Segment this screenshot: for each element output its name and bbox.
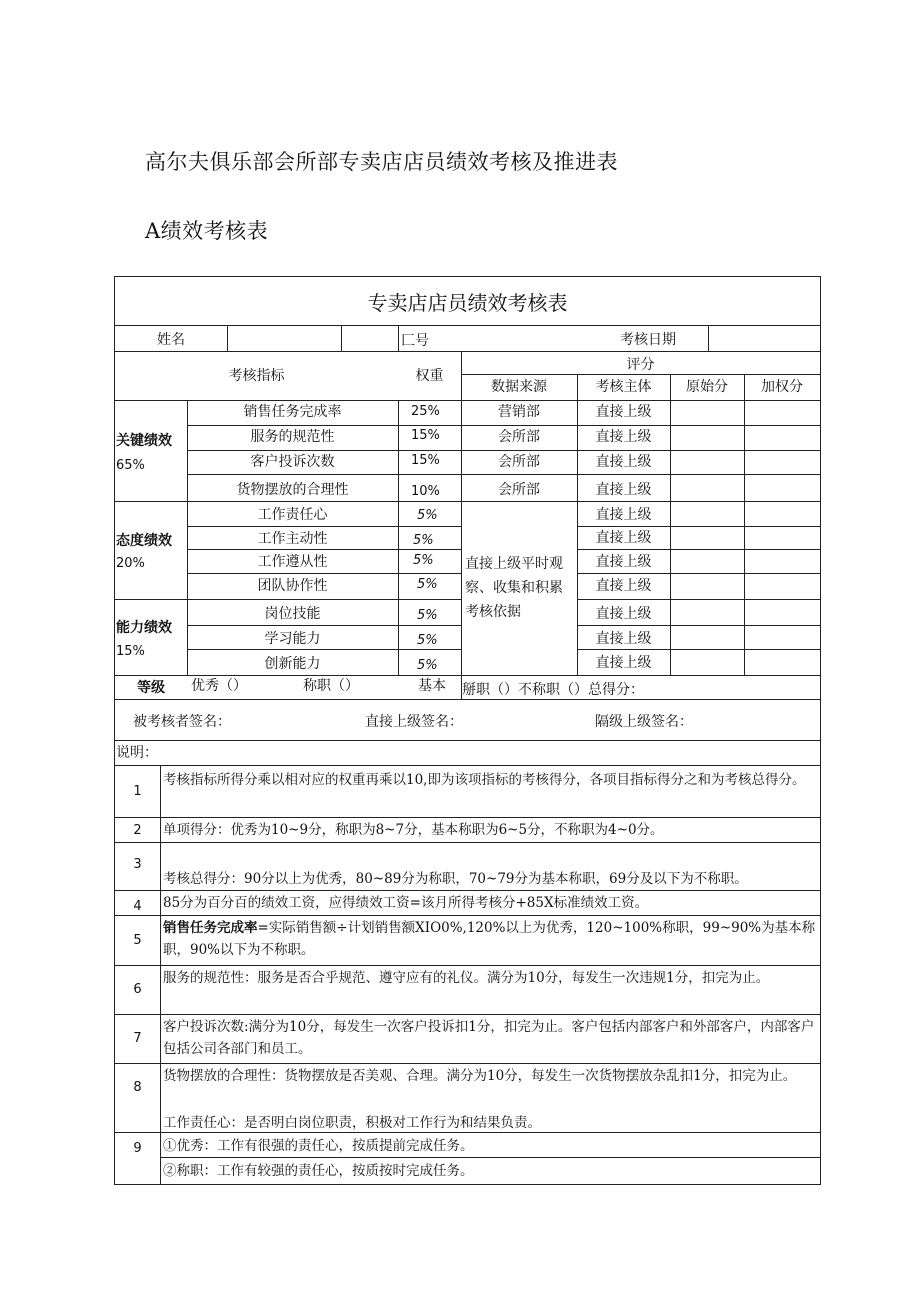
note-text: 85分为百分百的绩效工资，应得绩效工资=该月所得考核分+85X标准绩效工资。 (163, 895, 649, 911)
employee-id-label: 匚号 (401, 333, 429, 349)
row-weight: 15% (411, 453, 440, 468)
row-item: 团队协作性 (257, 578, 328, 594)
row-assessor: 直接上级 (595, 530, 652, 546)
row-assessor: 直接上级 (595, 429, 652, 445)
row-weight: 5% (413, 533, 434, 548)
note-text: 客户投诉次数:满分为10分，每发生一次客户投诉扣1分，扣完为止。客户包括内部客户和外部客户，内部客户包括公司各部门和员工。 (163, 1019, 815, 1057)
upper-supervisor-signature[interactable]: 隔级上级签名： (595, 714, 693, 730)
note-number: 9 (133, 1141, 142, 1156)
group-key-performance: 关键绩效 (116, 433, 172, 449)
col-weighted-score: 加权分 (761, 379, 803, 395)
note-number: 8 (133, 1080, 142, 1095)
note-number: 7 (133, 1031, 142, 1046)
col-weight: 权重 (415, 368, 444, 384)
row-item: 工作责任心 (257, 507, 328, 523)
note-body: =实际销售额÷计划销售额XIO0%,120%以上为优秀，120~100%称职，99~90%为基本称职，90%以下为不称职。 (163, 920, 816, 958)
form-title: 专卖店店员绩效考核表 (367, 291, 568, 315)
note-text: 货物摆放的合理性：货物摆放是否美观、合理。满分为10分，每发生一次货物摆放杂乱扣1分，扣完为止。 (163, 1068, 797, 1084)
row-assessor: 直接上级 (595, 482, 652, 498)
grade-basic: 基本 (418, 678, 446, 694)
col-indicator: 考核指标 (228, 368, 285, 384)
row-assessor: 直接上级 (595, 606, 652, 622)
group-attitude-weight: 20% (116, 556, 145, 571)
note-line: ①优秀：工作有很强的责任心，按质提前完成任务。 (163, 1138, 474, 1154)
row-item: 学习能力 (264, 631, 321, 647)
row-item: 岗位技能 (264, 606, 321, 622)
row-item: 创新能力 (264, 656, 321, 672)
weighted-score-cells[interactable] (745, 401, 819, 674)
row-weight: 25% (411, 404, 440, 419)
grade-rest[interactable]: 掰职（）不称职（）总得分： (462, 682, 644, 698)
note-lead: 销售任务完成率 (163, 920, 258, 936)
note-number: 3 (133, 857, 142, 872)
assessment-form (114, 276, 821, 1185)
note-number: 1 (133, 784, 142, 799)
row-assessor: 直接上级 (595, 554, 652, 570)
row-assessor: 直接上级 (595, 631, 652, 647)
row-item: 服务的规范性 (250, 429, 335, 445)
row-item: 货物摆放的合理性 (236, 482, 349, 498)
note-text: 服务的规范性：服务是否合乎规范、遵守应有的礼仪。满分为10分，每发生一次违规1分，扣完为止。 (163, 970, 770, 986)
row-assessor: 直接上级 (595, 454, 652, 470)
assessment-date-label: 考核日期 (620, 332, 676, 348)
row-weight: 5% (417, 608, 438, 623)
note-text (163, 917, 818, 961)
row-assessor: 直接上级 (595, 655, 652, 671)
group-key-weight: 65% (116, 458, 145, 473)
note-number: 6 (133, 982, 142, 997)
row-weight: 5% (417, 508, 438, 523)
row-assessor: 直接上级 (595, 507, 652, 523)
name-field[interactable] (228, 326, 340, 350)
grade-competent[interactable]: 称职（） (303, 678, 359, 694)
note-text: 单项得分：优秀为10~9分，称职为8~7分，基本称职为6~5分，不称职为4~0分。 (163, 822, 664, 838)
row-weight: 5% (413, 553, 434, 568)
note-number: 2 (133, 823, 142, 838)
note-text: 考核指标所得分乘以相对应的权重再乘以10,即为该项指标的考核得分，各项目指标得分之和为考核总得分。 (163, 772, 806, 788)
note-number: 5 (133, 933, 142, 948)
row-weight: 10% (411, 484, 440, 499)
notes-label: 说明： (116, 745, 158, 761)
assessee-signature[interactable]: 被考核者签名： (133, 714, 231, 730)
row-item: 销售任务完成率 (243, 404, 342, 420)
row-item: 客户投诉次数 (250, 454, 335, 470)
col-score: 评分 (626, 357, 655, 373)
row-assessor: 直接上级 (595, 578, 652, 594)
row-source: 营销部 (498, 404, 540, 420)
group-attitude: 态度绩效 (116, 533, 172, 549)
row-weight: 5% (417, 633, 438, 648)
col-assessor: 考核主体 (595, 379, 652, 395)
note-line: 工作责任心：是否明白岗位职责，积极对工作行为和结果负责。 (163, 1115, 541, 1131)
row-weight: 5% (417, 658, 438, 673)
grade-excellent[interactable]: 优秀（） (191, 678, 247, 694)
note-line: ②称职：工作有较强的责任心，按质按时完成任务。 (163, 1163, 474, 1179)
document-title: 高尔夫俱乐部会所部专卖店店员绩效考核及推进表 (145, 150, 618, 174)
row-item: 工作主动性 (257, 531, 328, 547)
row-item: 工作遵从性 (257, 554, 328, 570)
row-source: 会所部 (498, 482, 540, 498)
supervisor-signature[interactable]: 直接上级签名： (365, 714, 463, 730)
group-ability-weight: 15% (116, 644, 145, 659)
document-subtitle: A绩效考核表 (145, 219, 269, 243)
col-raw-score: 原始分 (686, 379, 728, 395)
note-number: 4 (133, 899, 142, 914)
row-source: 会所部 (498, 454, 540, 470)
note-text: 考核总得分：90分以上为优秀，80~89分为称职，70~79分为基本称职，69分及以下为不称职。 (163, 871, 748, 887)
merged-data-source: 直接上级平时观察、收集和积累考核依据 (465, 556, 563, 620)
row-weight: 5% (417, 577, 438, 592)
row-source: 会所部 (498, 429, 540, 445)
name-label: 姓名 (157, 332, 185, 348)
group-ability: 能力绩效 (116, 620, 172, 636)
row-weight: 15% (411, 428, 440, 443)
grade-label: 等级 (137, 680, 165, 696)
raw-score-cells[interactable] (671, 401, 743, 674)
assessment-date-field[interactable] (709, 326, 819, 350)
col-data-source: 数据来源 (491, 379, 547, 395)
row-assessor: 直接上级 (595, 404, 652, 420)
